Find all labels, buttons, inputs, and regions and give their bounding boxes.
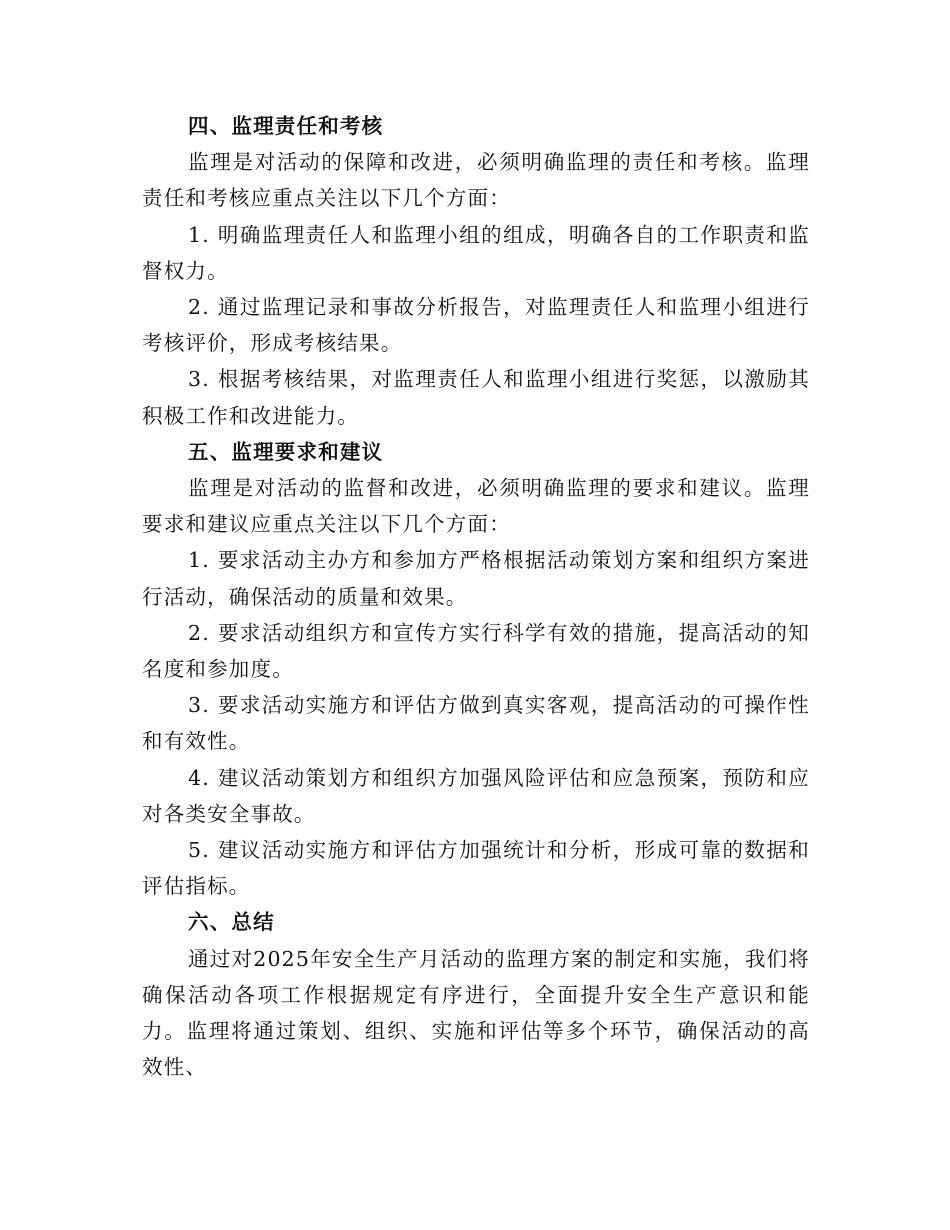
section-5-item-2: 2. 要求活动组织方和宣传方实行科学有效的措施，提高活动的知名度和参加度。 bbox=[142, 620, 810, 682]
section-4-heading: 四、监理责任和考核 bbox=[188, 114, 384, 138]
document-page bbox=[142, 108, 810, 1085]
section-5-item-4: 4. 建议活动策划方和组织方加强风险评估和应急预案，预防和应对各类安全事故。 bbox=[142, 765, 810, 826]
section-4-item-1: 1. 明确监理责任人和监理小组的组成，明确各自的工作职责和监督权力。 bbox=[142, 222, 810, 283]
section-5-item-1: 1. 要求活动主办方和参加方严格根据活动策划方案和组织方案进行活动，确保活动的质量和效果。 bbox=[142, 548, 810, 609]
section-4-intro: 监理是对活动的保障和改进，必须明确监理的责任和考核。监理责任和考核应重点关注以下几个方面： bbox=[142, 150, 810, 211]
section-4-item-3: 3. 根据考核结果，对监理责任人和监理小组进行奖惩，以激励其积极工作和改进能力。 bbox=[142, 367, 810, 428]
section-4-item-2: 2. 通过监理记录和事故分析报告，对监理责任人和监理小组进行考核评价，形成考核结果。 bbox=[142, 295, 810, 356]
section-6-heading: 六、总结 bbox=[188, 910, 275, 935]
section-5-item-3: 3. 要求活动实施方和评估方做到真实客观，提高活动的可操作性和有效性。 bbox=[142, 693, 810, 754]
section-5-heading: 五、监理要求和建议 bbox=[188, 439, 384, 464]
section-6-body: 通过对2025年安全生产月活动的监理方案的制定和实施，我们将确保活动各项工作根据规定有序进行，全面提升安全生产意识和能力。监理将通过策划、组织、实施和评估等多个环节，确保活动的高效性、 bbox=[142, 946, 810, 1080]
section-5-intro: 监理是对活动的监督和改进，必须明确监理的要求和建议。监理要求和建议应重点关注以下几个方面： bbox=[142, 476, 810, 537]
section-5-item-5: 5. 建议活动实施方和评估方加强统计和分析，形成可靠的数据和评估指标。 bbox=[142, 838, 810, 899]
